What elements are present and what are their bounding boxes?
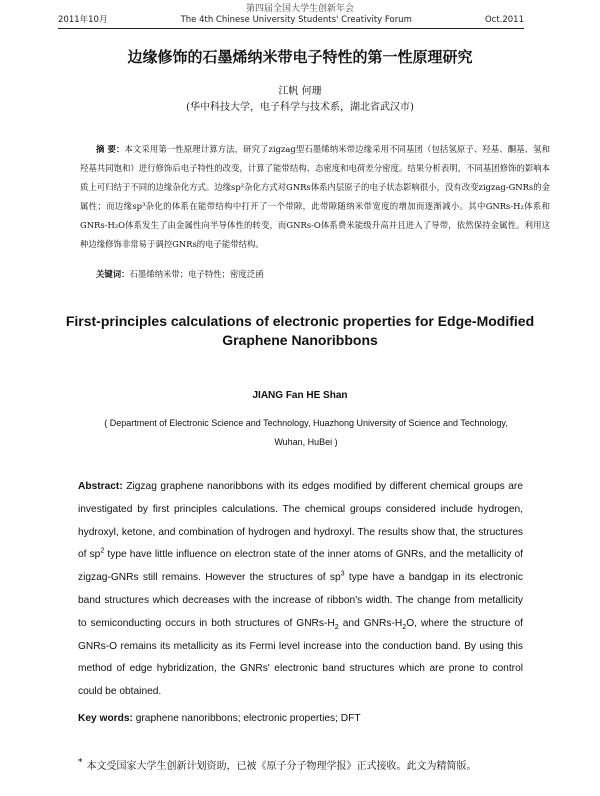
footnote (78, 757, 528, 772)
abstract-cn-label: 摘 要： (96, 144, 125, 154)
affiliation-en (96, 414, 516, 452)
authors-en: JIANG Fan HE Shan (252, 390, 348, 401)
affiliation-cn: (华中科技大学，电子科学与技术系，湖北省武汉市) (186, 102, 414, 113)
keywords-cn-text: 石墨烯纳米带；电子特性；密度泛函 (129, 269, 264, 279)
footnote-text: 本文受国家大学生创新计划资助，已被《原子分子物理学报》正式接收。此文为精简版。 (86, 761, 477, 772)
keywords-cn (96, 268, 264, 280)
conference-name-cn: 第四届全国大学生创新年会 (245, 4, 354, 14)
abstract-en-part3: type have a bandgap in its electronic band structures which decreases with the increase of ribbon's width. The change from metallicity to semiconducting occurs in both structures of GNRs-H (78, 572, 523, 629)
paper-title-en-line2: Graphene Nanoribbons (222, 332, 378, 348)
abstract-cn-text: 本文采用第一性原理计算方法，研究了zigzag型石墨烯纳米带边缘采用不同基团（包括氢原子、羟基、酮基、氢和羟基共同饱和）进行修饰后电子特性的改变，计算了能带结构、态密度和电荷差分密度。结果分析表明，不同基团修饰的影响本质上可归结于不同的边缘杂化方式。边缘sp²杂化方式对GNRs体系内层原子的电子状态影响很小，没有改变zigzag-GNRs的金属性；而边缘sp³杂化的体系在能带结构中打开了一个带隙，此带隙随纳米带宽度的增加而逐渐减小。其中GNRs-H₂体系和GNRs-H₂O体系发生了由金属性向半导体性的转变，而GNRs-O体系费米能级升高并且进入了导带，依然保持金属性。利用这种边缘修饰非常易于调控GNRs的电子能带结构。 (80, 144, 551, 249)
header-date-en: Oct.2011 (484, 15, 524, 25)
keywords-en (78, 713, 361, 724)
paper-title-en (0, 312, 600, 350)
paper-title-cn: 边缘修饰的石墨烯纳米带电子特性的第一性原理研究 (127, 48, 473, 66)
abstract-en-part4: and GNRs-H (338, 617, 403, 629)
header-date-cn: 2011年10月 (58, 15, 108, 25)
running-header (58, 13, 524, 29)
abstract-en-part1: Zigzag graphene nanoribbons with its edges modified by different chemical groups are investigated by first principles calculations. The chemical groups considered include hydrogen, hydroxyl, ketone, and combination of hydrogen and hydroxyl. The results show that, the structures of sp (78, 481, 523, 561)
abstract-en (78, 476, 523, 704)
abstract-en-part2: type have little influence on electron state of the inner atoms of GNRs, and the metallicity of zigzag-GNRs still remains. However the structures of sp (78, 549, 523, 584)
abstract-en-label: Abstract: (78, 481, 123, 492)
affiliation-en-line2: Wuhan, HuBei ) (274, 437, 338, 447)
abstract-en-part5: O, where the structure of GNRs-O remains its metallicity as its Fermi level increase into the conduction band. By using this method of edge hybridization, the GNRs' electronic band structures which are prone to control could be obtained. (78, 617, 523, 698)
footnote-mark: * (78, 758, 83, 768)
abstract-en-sub2: 2 (402, 622, 407, 631)
keywords-cn-label: 关键词： (96, 269, 130, 279)
keywords-en-text: graphene nanoribbons; electronic properties; DFT (132, 713, 361, 724)
abstract-cn (80, 140, 550, 254)
keywords-en-label: Key words: (78, 713, 133, 724)
abstract-en-sup2: 3 (340, 569, 345, 578)
abstract-en-sub1: 2 (334, 622, 339, 631)
affiliation-en-line1: ( Department of Electronic Science and Technology, Huazhong University of Science and Technology, (104, 418, 508, 428)
abstract-en-sup1: 2 (100, 547, 105, 555)
paper-title-en-line1: First-principles calculations of electronic properties for Edge-Modified (65, 313, 535, 329)
authors-cn: 江帆 何珊 (278, 86, 322, 97)
header-conference-en: The 4th Chinese University Students' Creativity Forum (180, 15, 412, 25)
